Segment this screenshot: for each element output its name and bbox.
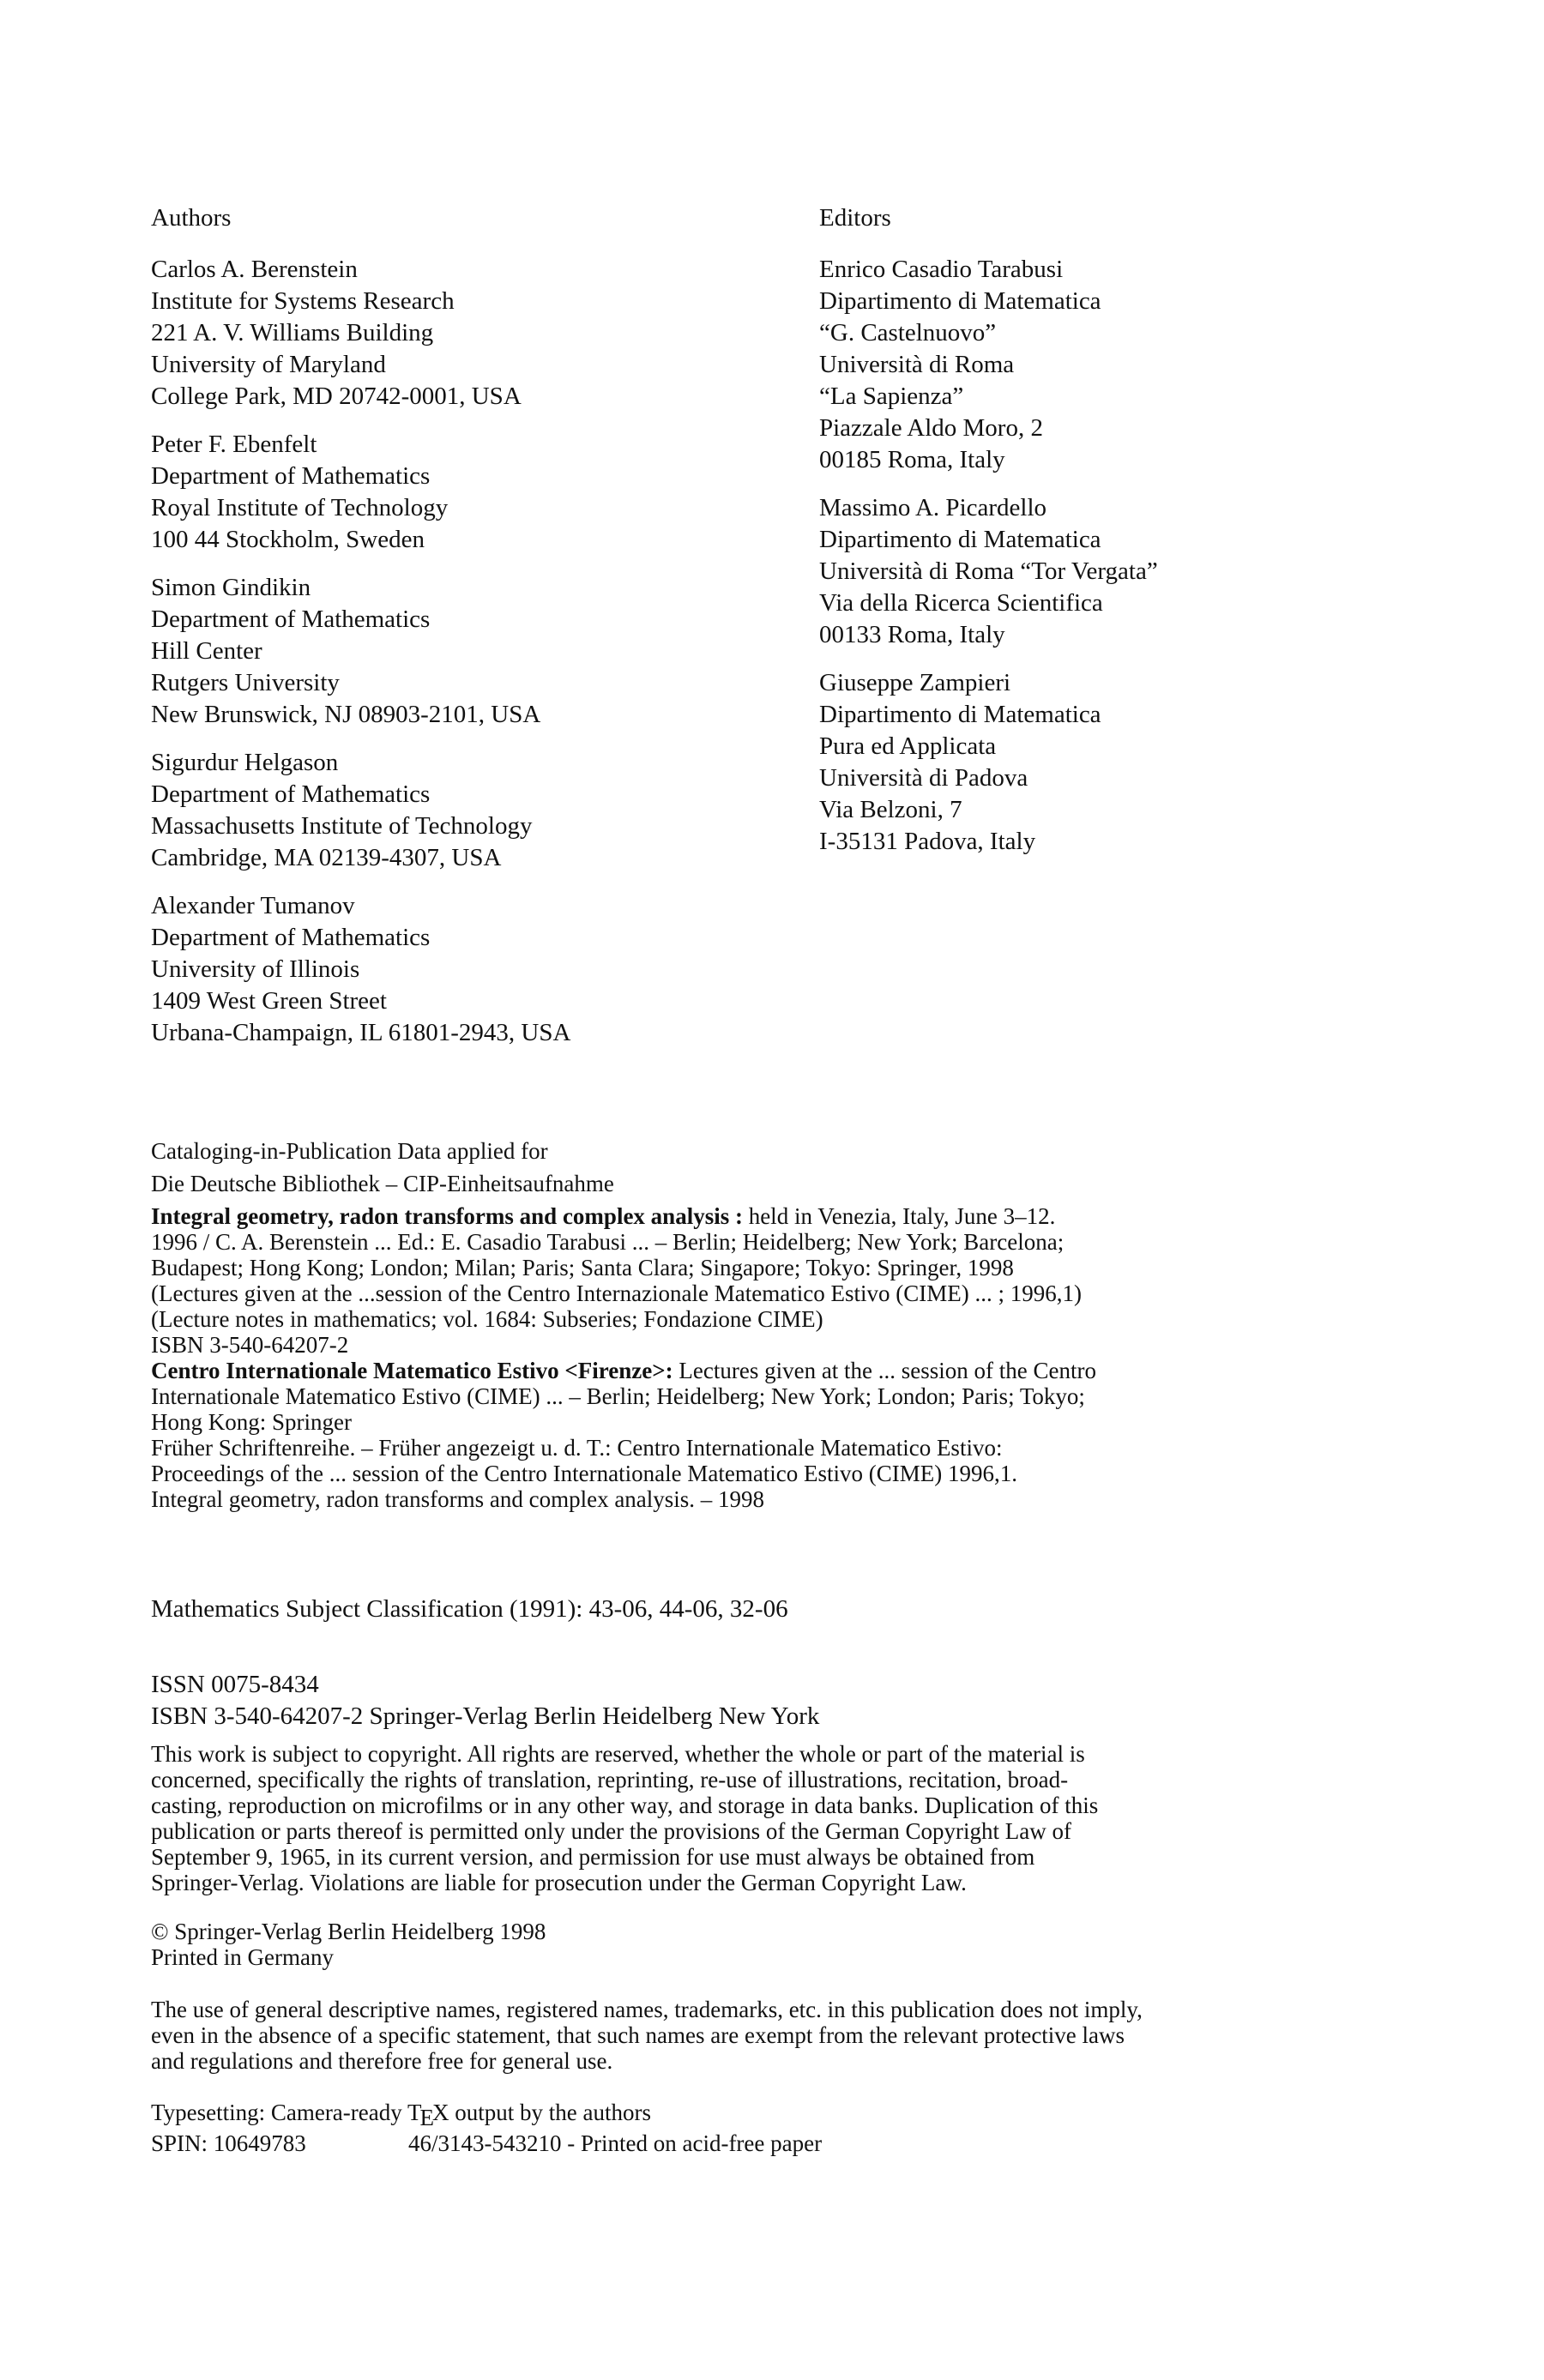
author-address-line: 221 A. V. Williams Building [151,319,434,346]
editor-entry [819,254,1437,476]
editor-address-line: 00133 Roma, Italy [819,621,1005,648]
author-list [151,254,769,1049]
authors-column [151,202,769,1049]
copyright-text-line: concerned, specifically the rights of translation, reprinting, re-use of illustrations, recitation, broad- [151,1767,1069,1793]
editor-address-line: Via Belzoni, 7 [819,796,962,823]
cip-line: (Lectures given at the ...session of the Centro Internazionale Matematico Estivo (CIME) ... ; 1996,1) [151,1280,1082,1306]
author-address-line: Institute for Systems Research [151,287,455,315]
author-address-line: Cambridge, MA 02139-4307, USA [151,844,502,871]
editor-list [819,254,1437,858]
typesetting-line [151,2100,822,2130]
copyright-text-line: This work is subject to copyright. All rights are reserved, whether the whole or part of the material is [151,1741,1085,1767]
editor-address-line: Università di Roma [819,351,1015,378]
issn-isbn-section [151,1669,819,1732]
author-address-line: Hill Center [151,637,262,665]
author-name: Simon Gindikin [151,574,311,601]
cip-centro-line [151,1358,1438,1383]
author-address-line: New Brunswick, NJ 08903-2101, USA [151,701,541,728]
author-entry [151,572,769,731]
author-entry [151,429,769,556]
editor-name: Massimo A. Picardello [819,494,1047,521]
copyright-text-line: publication or parts thereof is permitted only under the provisions of the German Copyright Law of [151,1818,1071,1844]
author-name: Peter F. Ebenfelt [151,431,317,458]
editor-address-line: “La Sapienza” [819,383,964,410]
trademark-paragraph [151,1997,1438,2074]
editor-address-line: “G. Castelnuovo” [819,319,997,346]
cip-line: ISBN 3-540-64207-2 [151,1332,349,1358]
author-address-line: Massachusetts Institute of Technology [151,812,533,840]
cip-title-bold: Integral geometry, radon transforms and complex analysis : [151,1203,743,1229]
cip-bibliothek-line: Die Deutsche Bibliothek – CIP-Einheitsaufnahme [151,1171,614,1196]
cip-title-rest: held in Venezia, Italy, June 3–12. [742,1203,1056,1229]
typesetting-prefix: Typesetting: Camera-ready T [151,2100,422,2125]
editor-address-line: Università di Padova [819,764,1028,792]
author-entry [151,747,769,874]
printed-in: Printed in Germany [151,1944,334,1970]
trademark-text-line: The use of general descriptive names, registered names, trademarks, etc. in this publication does not imply, [151,1997,1143,2022]
editors-heading: Editors [819,204,891,232]
author-name: Sigurdur Helgason [151,749,339,776]
author-address-line: College Park, MD 20742-0001, USA [151,383,522,410]
cip-lines-a [151,1229,1438,1358]
editor-address-line: Piazzale Aldo Moro, 2 [819,414,1043,442]
editor-address-line: Dipartimento di Matematica [819,526,1101,553]
author-address-line: Royal Institute of Technology [151,494,449,521]
isbn-line: ISBN 3-540-64207-2 Springer-Verlag Berlin Heidelberg New York [151,1702,820,1730]
issn-line: ISSN 0075-8434 [151,1671,319,1698]
cip-line: Integral geometry, radon transforms and complex analysis. – 1998 [151,1486,765,1512]
cip-line: Internationale Matematico Estivo (CIME) ... – Berlin; Heidelberg; New York; London; Paris; Tokyo; [151,1383,1085,1409]
cip-centro-rest: Lectures given at the ... session of the Centro [672,1358,1097,1383]
msc-line: Mathematics Subject Classification (1991): 43-06, 44-06, 32-06 [151,1595,788,1623]
author-address-line: Department of Mathematics [151,462,431,490]
copyright-paragraph [151,1741,1438,1895]
copyright-text-line: September 9, 1965, in its current version, and permission for use must always be obtained from [151,1844,1035,1870]
cip-line: Früher Schriftenreihe. – Früher angezeigt u. d. T.: Centro Internationale Matematico Estivo: [151,1435,1003,1461]
cip-line: Proceedings of the ... session of the Centro Internationale Matematico Estivo (CIME) 1996,1. [151,1461,1018,1486]
editor-address-line: Pura ed Applicata [819,732,997,760]
author-address-line: Department of Mathematics [151,924,431,951]
editors-column [819,202,1437,858]
editor-address-line: Università di Roma “Tor Vergata” [819,557,1158,585]
editor-name: Giuseppe Zampieri [819,669,1011,696]
copyright-notice-section [151,1919,546,1970]
copyright-notice: © Springer-Verlag Berlin Heidelberg 1998 [151,1919,546,1944]
cip-section [151,1138,1438,1512]
cip-line: 1996 / C. A. Berenstein ... Ed.: E. Casadio Tarabusi ... – Berlin; Heidelberg; New York; Barcelona; [151,1229,1065,1255]
cip-line: Hong Kong: Springer [151,1409,352,1435]
author-address-line: 1409 West Green Street [151,987,387,1015]
cip-centro-bold: Centro Internationale Matematico Estivo <Firenze>: [151,1358,673,1383]
cip-title-line [151,1203,1438,1229]
editor-entry [819,667,1437,858]
editor-address-line: Dipartimento di Matematica [819,701,1101,728]
trademark-text-line: even in the absence of a specific statement, that such names are exempt from the relevant protective laws [151,2022,1125,2048]
author-address-line: Department of Mathematics [151,780,431,808]
tex-e-glyph: E [419,2105,434,2130]
author-address-line: Department of Mathematics [151,606,431,633]
cip-applied-line: Cataloging-in-Publication Data applied for [151,1138,548,1164]
author-address-line: Rutgers University [151,669,340,696]
spin-line [151,2130,822,2156]
production-section [151,2100,822,2156]
editor-address-line: Dipartimento di Matematica [819,287,1101,315]
copyright-text-line: casting, reproduction on microfilms or in any other way, and storage in data banks. Duplication of this [151,1793,1099,1818]
spin-code: 46/3143-543210 - Printed on acid-free paper [408,2130,823,2156]
editor-address-line: I-35131 Padova, Italy [819,828,1036,855]
author-address-line: 100 44 Stockholm, Sweden [151,526,425,553]
copyright-text-line: Springer-Verlag. Violations are liable for prosecution under the German Copyright Law. [151,1870,967,1895]
author-address-line: Urbana-Champaign, IL 61801-2943, USA [151,1019,571,1046]
author-entry [151,890,769,1049]
author-entry [151,254,769,413]
editor-address-line: Via della Ricerca Scientifica [819,589,1103,617]
editor-name: Enrico Casadio Tarabusi [819,256,1064,283]
author-address-line: University of Illinois [151,955,360,983]
author-name: Alexander Tumanov [151,892,355,919]
author-name: Carlos A. Berenstein [151,256,358,283]
cip-line: Budapest; Hong Kong; London; Milan; Paris; Santa Clara; Singapore; Tokyo: Springer, 1998 [151,1255,1014,1280]
cip-line: (Lecture notes in mathematics; vol. 1684: Subseries; Fondazione CIME) [151,1306,823,1332]
cip-lines-b [151,1383,1438,1512]
typesetting-suffix: X output by the authors [432,2100,651,2125]
author-address-line: University of Maryland [151,351,386,378]
trademark-text-line: and regulations and therefore free for general use. [151,2048,613,2074]
spin-number: SPIN: 10649783 [151,2130,306,2156]
editor-address-line: 00185 Roma, Italy [819,446,1005,473]
authors-heading: Authors [151,204,232,232]
editor-entry [819,492,1437,651]
